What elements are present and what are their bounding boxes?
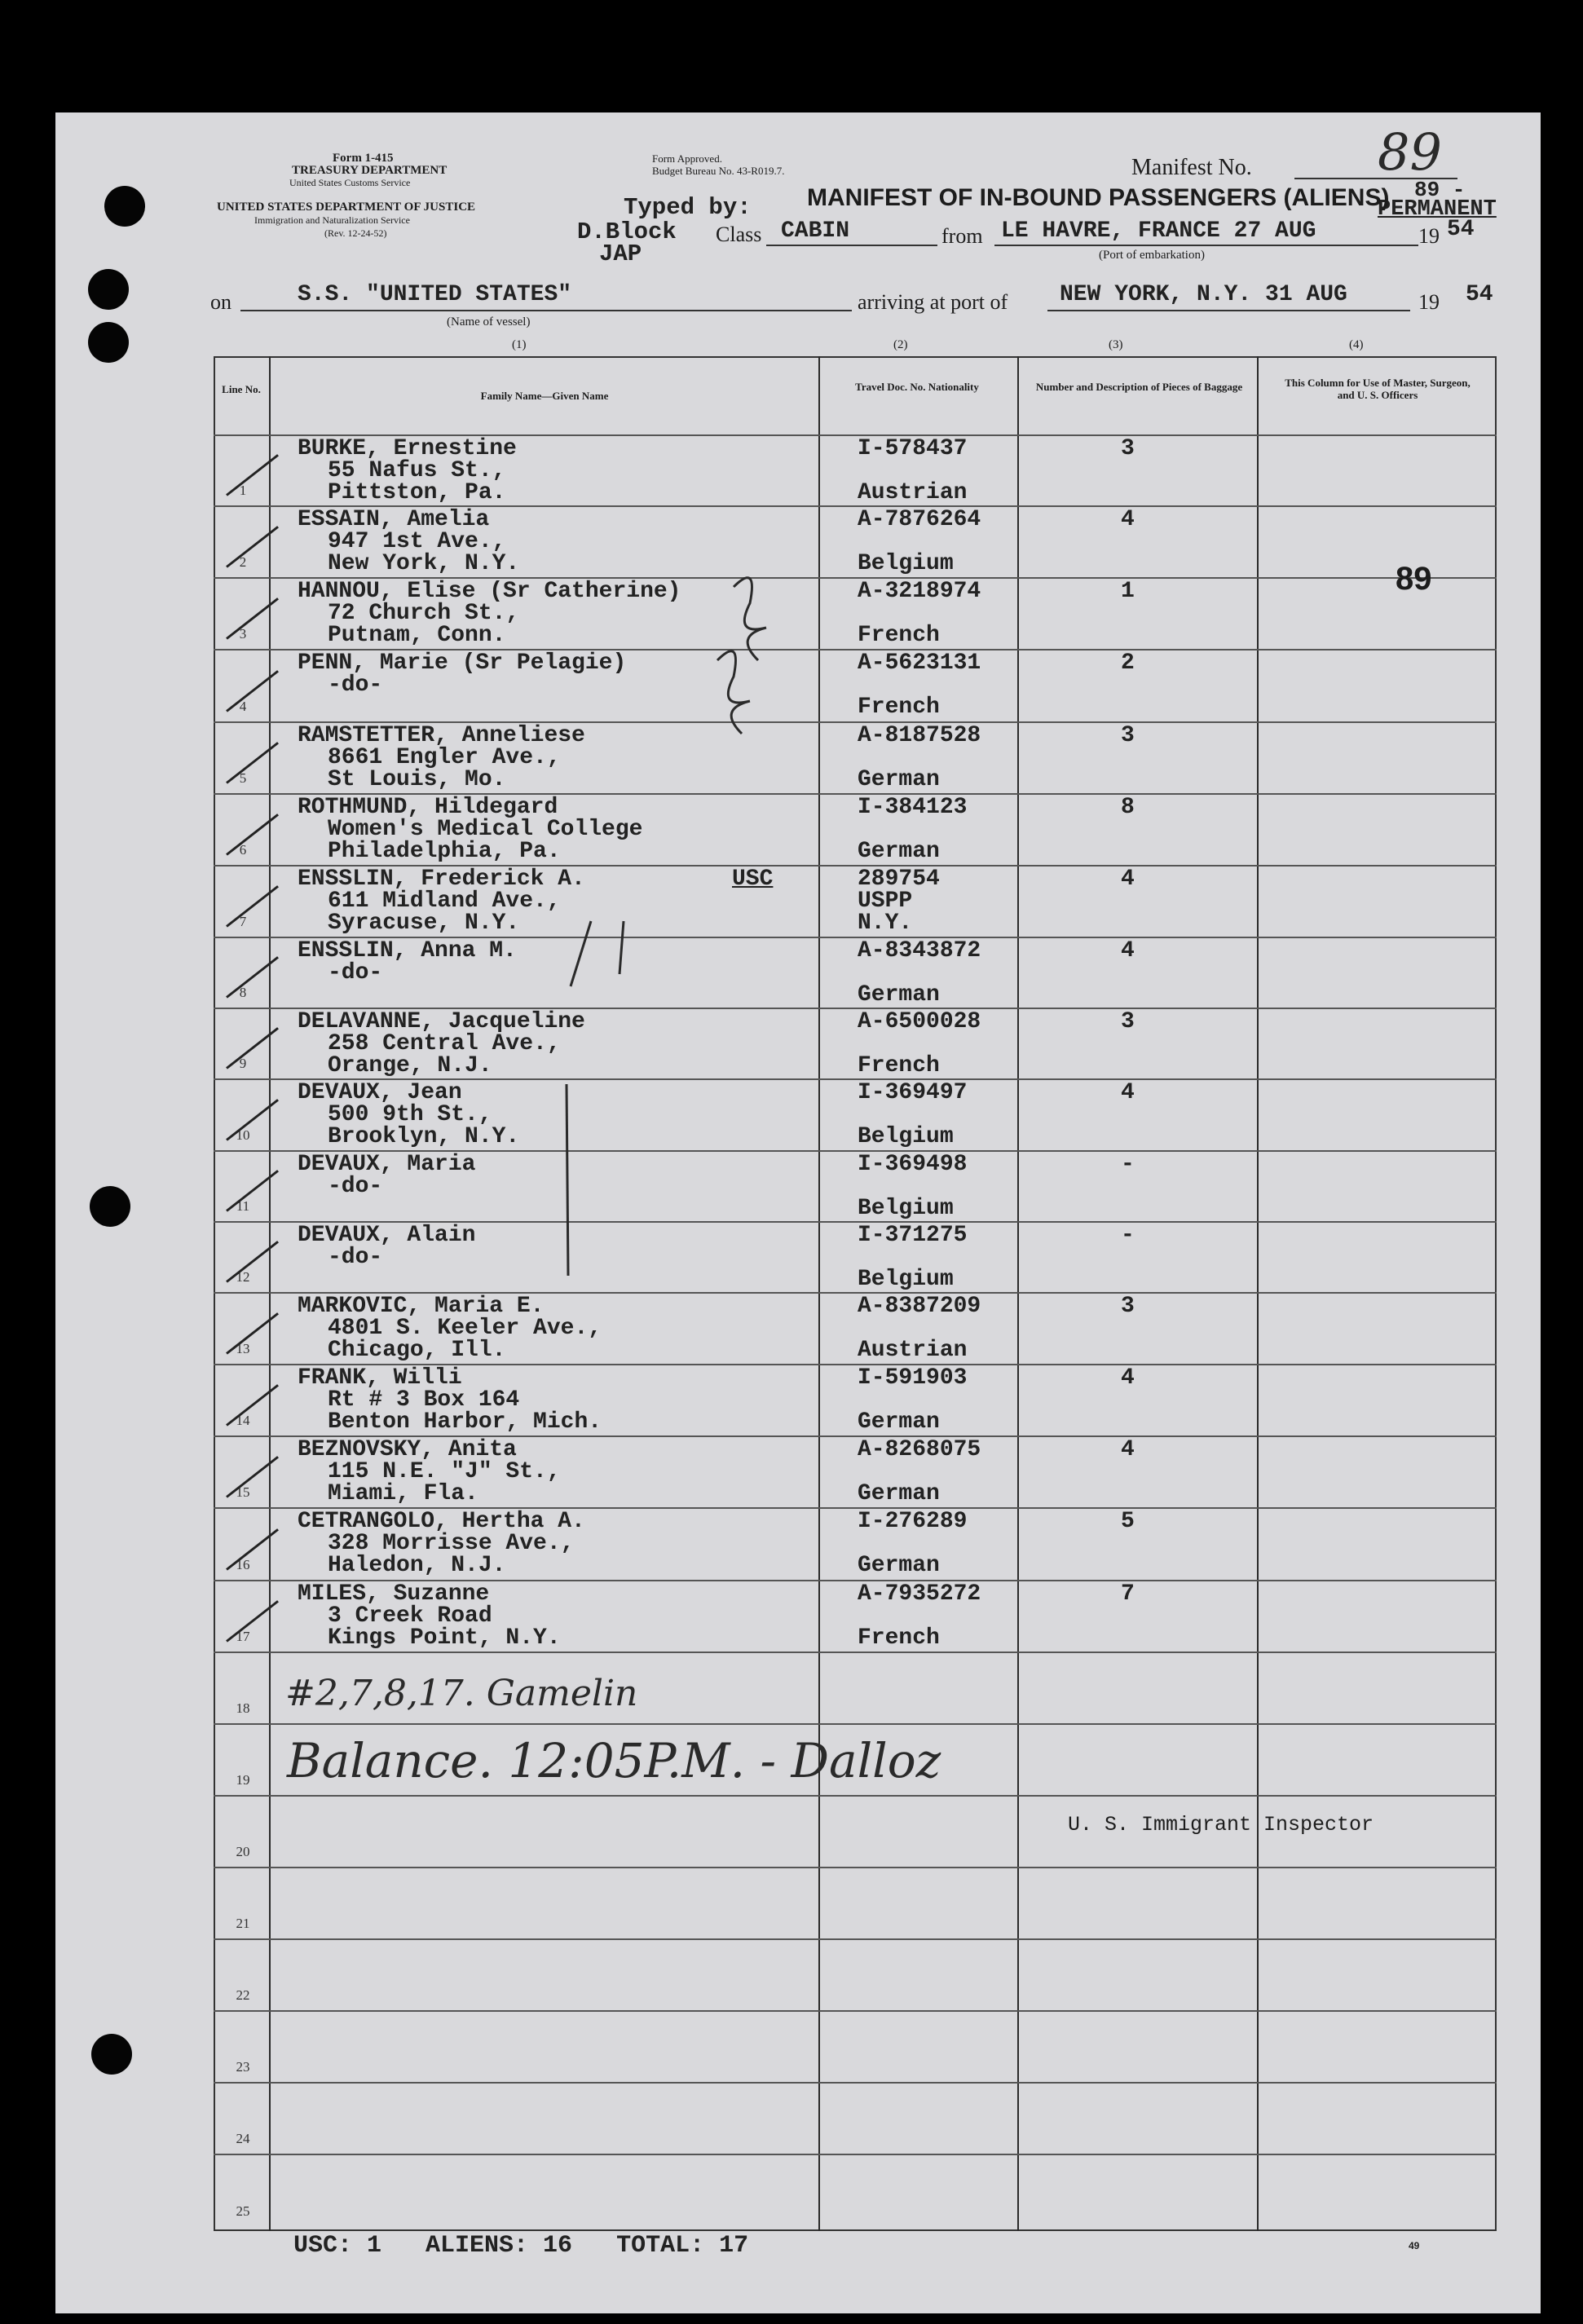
passenger-name: MARKOVIC, Maria E. <box>298 1294 545 1319</box>
baggage-count: - <box>1121 1223 1135 1248</box>
passenger-address-2: Philadelphia, Pa. <box>328 839 561 864</box>
col-num-2: (2) <box>893 338 908 351</box>
passenger-address-1: 500 9th St., <box>328 1102 492 1127</box>
passenger-address-2: Benton Harbor, Mich. <box>328 1409 602 1435</box>
travel-doc-number: A-7935272 <box>858 1581 981 1607</box>
nationality: Belgium <box>858 1124 954 1149</box>
travel-doc-number: I-578437 <box>858 436 968 461</box>
col-num-4: (4) <box>1349 338 1364 351</box>
passenger-address-2: St Louis, Mo. <box>328 767 506 792</box>
travel-doc-number: A-5623131 <box>858 650 981 676</box>
passenger-address-1: 3 Creek Road <box>328 1603 492 1629</box>
inspector-caption: U. S. Immigrant Inspector <box>1068 1813 1374 1837</box>
nationality: German <box>858 1481 940 1506</box>
passenger-address-1: 947 1st Ave., <box>328 529 506 554</box>
handwritten-balance-line19: Balance. 12:05P.M. - Dalloz <box>287 1733 941 1788</box>
passenger-name: ENSSLIN, Frederick A. <box>298 867 585 892</box>
from-label: from <box>941 224 983 248</box>
passenger-address-1: 328 Morrisse Ave., <box>328 1531 575 1556</box>
travel-doc-number: I-591903 <box>858 1365 968 1391</box>
baggage-count: 3 <box>1121 723 1135 748</box>
class-value: CABIN <box>781 218 850 244</box>
passenger-address-2: Putnam, Conn. <box>328 623 506 648</box>
passenger-address-2: Orange, N.J. <box>328 1053 492 1078</box>
revision: (Rev. 12-24-52) <box>324 227 387 239</box>
on-label: on <box>210 290 231 314</box>
ins-service: Immigration and Naturalization Service <box>254 214 410 226</box>
arrival-port: NEW YORK, N.Y. 31 AUG <box>1060 282 1347 307</box>
line-number: 14 <box>236 1413 250 1428</box>
baggage-count: 4 <box>1121 938 1135 964</box>
line-number: 15 <box>236 1484 250 1500</box>
passenger-address-1: Rt # 3 Box 164 <box>328 1387 520 1413</box>
header-line-no: Line No. <box>222 383 261 395</box>
sister-mark <box>734 578 766 660</box>
baggage-count: 4 <box>1121 1365 1135 1391</box>
travel-doc-number: I-369498 <box>858 1152 968 1177</box>
arr-year-prefix: 19 <box>1418 290 1440 314</box>
passenger-address-2: Miami, Fla. <box>328 1481 478 1506</box>
nationality-detail: N.Y. <box>858 911 913 936</box>
travel-doc-number: A-3218974 <box>858 579 981 604</box>
page-mark: 49 <box>1409 2240 1420 2251</box>
nationality: Austrian <box>858 480 968 505</box>
travel-doc-number: I-276289 <box>858 1509 968 1534</box>
line-number: 25 <box>236 2203 250 2219</box>
port-embark-caption: (Port of embarkation) <box>1099 249 1205 262</box>
nationality: German <box>858 1553 940 1578</box>
baggage-count: 7 <box>1121 1581 1135 1607</box>
nationality: Belgium <box>858 1267 954 1292</box>
travel-doc-number: A-6500028 <box>858 1009 981 1034</box>
passenger-address-1: Women's Medical College <box>328 817 643 842</box>
typist-name: D.Block <box>577 218 677 245</box>
nationality: German <box>858 767 940 792</box>
baggage-count: 5 <box>1121 1509 1135 1534</box>
officer-mark: 89 <box>1396 561 1432 597</box>
from-year: 54 <box>1447 217 1475 242</box>
col-num-1: (1) <box>512 338 527 351</box>
nationality: French <box>858 695 940 720</box>
passenger-name: CETRANGOLO, Hertha A. <box>298 1509 585 1534</box>
passenger-address-1: 258 Central Ave., <box>328 1031 561 1056</box>
passenger-name: DEVAUX, Alain <box>298 1223 476 1248</box>
header-travel-doc: Travel Doc. No. Nationality <box>855 381 979 393</box>
passenger-name: RAMSTETTER, Anneliese <box>298 723 585 748</box>
col-num-3: (3) <box>1109 338 1123 351</box>
passenger-name: ROTHMUND, Hildegard <box>298 795 558 820</box>
justice-dept: UNITED STATES DEPARTMENT OF JUSTICE <box>217 201 476 214</box>
permanent-stamp: PERMANENT <box>1378 197 1497 222</box>
line-number: 24 <box>236 2131 250 2146</box>
passenger-name: ENSSLIN, Anna M. <box>298 938 517 964</box>
nationality: French <box>858 623 940 648</box>
nationality: Belgium <box>858 1196 954 1221</box>
passenger-address-2: Kings Point, N.Y. <box>328 1625 561 1651</box>
vessel-caption: (Name of vessel) <box>447 315 531 329</box>
line-number: 7 <box>239 914 247 929</box>
nationality: German <box>858 839 940 864</box>
treasury-dept: TREASURY DEPARTMENT <box>292 164 448 177</box>
travel-doc-number: I-384123 <box>858 795 968 820</box>
baggage-count: 2 <box>1121 650 1135 676</box>
typed-by-label: Typed by: <box>624 194 752 221</box>
nationality: USPP <box>858 889 913 914</box>
manifest-title: MANIFEST OF IN-BOUND PASSENGERS (ALIENS) <box>807 184 1390 211</box>
line-number: 12 <box>236 1269 250 1285</box>
baggage-count: 1 <box>1121 579 1135 604</box>
baggage-count: 3 <box>1121 1009 1135 1034</box>
passenger-address-1: -do- <box>328 673 383 698</box>
passenger-address-1: 8661 Engler Ave., <box>328 745 561 770</box>
line-number: 16 <box>236 1557 250 1572</box>
travel-doc-number: A-7876264 <box>858 507 981 532</box>
line-number: 10 <box>236 1127 250 1143</box>
baggage-count: 4 <box>1121 1437 1135 1462</box>
form-number: Form 1-415 <box>333 152 394 165</box>
passenger-name: PENN, Marie (Sr Pelagie) <box>298 650 627 676</box>
passenger-name: FRANK, Willi <box>298 1365 462 1391</box>
nationality: Belgium <box>858 551 954 576</box>
travel-doc-number: I-369497 <box>858 1080 968 1105</box>
usc-marker: USC <box>732 867 774 892</box>
sister-mark <box>717 651 750 734</box>
passenger-address-1: 55 Nafus St., <box>328 458 506 483</box>
passenger-address-1: 4801 S. Keeler Ave., <box>328 1316 602 1341</box>
line-number: 21 <box>236 1916 250 1931</box>
travel-doc-number: A-8187528 <box>858 723 981 748</box>
manifest-no-label: Manifest No. <box>1131 155 1252 180</box>
line-number: 19 <box>236 1772 250 1788</box>
travel-doc-number: A-8387209 <box>858 1294 981 1319</box>
passenger-address-2: Pittston, Pa. <box>328 480 506 505</box>
baggage-count: 3 <box>1121 1294 1135 1319</box>
vessel-name: S.S. "UNITED STATES" <box>298 282 572 307</box>
baggage-count: 4 <box>1121 507 1135 532</box>
header-baggage: Number and Description of Pieces of Baggage <box>1035 381 1243 393</box>
line-number: 18 <box>236 1700 250 1716</box>
line-number: 1 <box>239 483 247 498</box>
line-number: 5 <box>239 770 247 786</box>
from-year-prefix: 19 <box>1418 224 1440 248</box>
passenger-address-1: -do- <box>328 960 383 986</box>
totals-line: USC: 1 ALIENS: 16 TOTAL: 17 <box>293 2232 749 2260</box>
line-number: 6 <box>239 842 247 858</box>
form-approved: Form Approved. <box>652 152 722 165</box>
travel-doc-number: 289754 <box>858 867 940 892</box>
arr-year: 54 <box>1466 282 1493 307</box>
nationality: Austrian <box>858 1338 968 1363</box>
line-number: 9 <box>239 1056 247 1071</box>
passenger-name: DELAVANNE, Jacqueline <box>298 1009 585 1034</box>
line-number: 17 <box>236 1629 250 1644</box>
embark-port: LE HAVRE, FRANCE 27 AUG <box>1001 218 1316 244</box>
line-number: 22 <box>236 1987 250 2003</box>
baggage-count: 3 <box>1121 436 1135 461</box>
baggage-count: - <box>1121 1152 1135 1177</box>
travel-doc-number: A-8343872 <box>858 938 981 964</box>
line-number: 23 <box>236 2059 250 2075</box>
baggage-count: 8 <box>1121 795 1135 820</box>
class-label: Class <box>716 223 762 246</box>
handwritten-note-line18: #2,7,8,17. Gamelin <box>285 1673 638 1714</box>
header-officers: This Column for Use of Master, Surgeon, and U. S. Officers <box>1285 377 1471 401</box>
passenger-address-1: 611 Midland Ave., <box>328 889 561 914</box>
arriving-label: arriving at port of <box>858 290 1008 314</box>
passenger-address-2: Syracuse, N.Y. <box>328 911 520 936</box>
typist-initials: JAP <box>599 240 642 267</box>
passenger-address-1: -do- <box>328 1174 383 1199</box>
line-number: 11 <box>236 1198 250 1214</box>
nationality: French <box>858 1625 940 1651</box>
passenger-name: HANNOU, Elise (Sr Catherine) <box>298 579 681 604</box>
line-number: 13 <box>236 1341 250 1356</box>
line-number: 2 <box>239 554 247 570</box>
passenger-address-2: Chicago, Ill. <box>328 1338 506 1363</box>
passenger-address-1: 115 N.E. "J" St., <box>328 1459 561 1484</box>
passenger-name: BEZNOVSKY, Anita <box>298 1437 517 1462</box>
passenger-name: BURKE, Ernestine <box>298 436 517 461</box>
passenger-name: DEVAUX, Jean <box>298 1080 462 1105</box>
nationality: German <box>858 1409 940 1435</box>
nationality: French <box>858 1053 940 1078</box>
travel-doc-number: I-371275 <box>858 1223 968 1248</box>
travel-doc-number: A-8268075 <box>858 1437 981 1462</box>
passenger-name: MILES, Suzanne <box>298 1581 490 1607</box>
passenger-name: DEVAUX, Maria <box>298 1152 476 1177</box>
nationality: German <box>858 982 940 1008</box>
header-name: Family Name—Given Name <box>480 390 609 402</box>
passenger-address-2: New York, N.Y. <box>328 551 520 576</box>
baggage-count: 4 <box>1121 1080 1135 1105</box>
customs-service: United States Customs Service <box>289 177 411 188</box>
line-number: 8 <box>239 985 247 1000</box>
passenger-address-2: Brooklyn, N.Y. <box>328 1124 520 1149</box>
line-number: 20 <box>236 1844 250 1859</box>
passenger-name: ESSAIN, Amelia <box>298 507 490 532</box>
passenger-address-1: 72 Church St., <box>328 601 520 626</box>
line-number: 3 <box>239 626 247 642</box>
manifest-no-handwritten: 89 <box>1378 122 1442 182</box>
passenger-address-1: -do- <box>328 1245 383 1270</box>
manifest-no-stamp: 89 - <box>1414 178 1466 202</box>
passenger-address-2: Haledon, N.J. <box>328 1553 506 1578</box>
budget-bureau: Budget Bureau No. 43-R019.7. <box>652 165 785 177</box>
baggage-count: 4 <box>1121 867 1135 892</box>
devaux-bracket <box>567 1084 568 1276</box>
line-number: 4 <box>239 699 247 714</box>
ensslin-bracket <box>571 921 624 986</box>
